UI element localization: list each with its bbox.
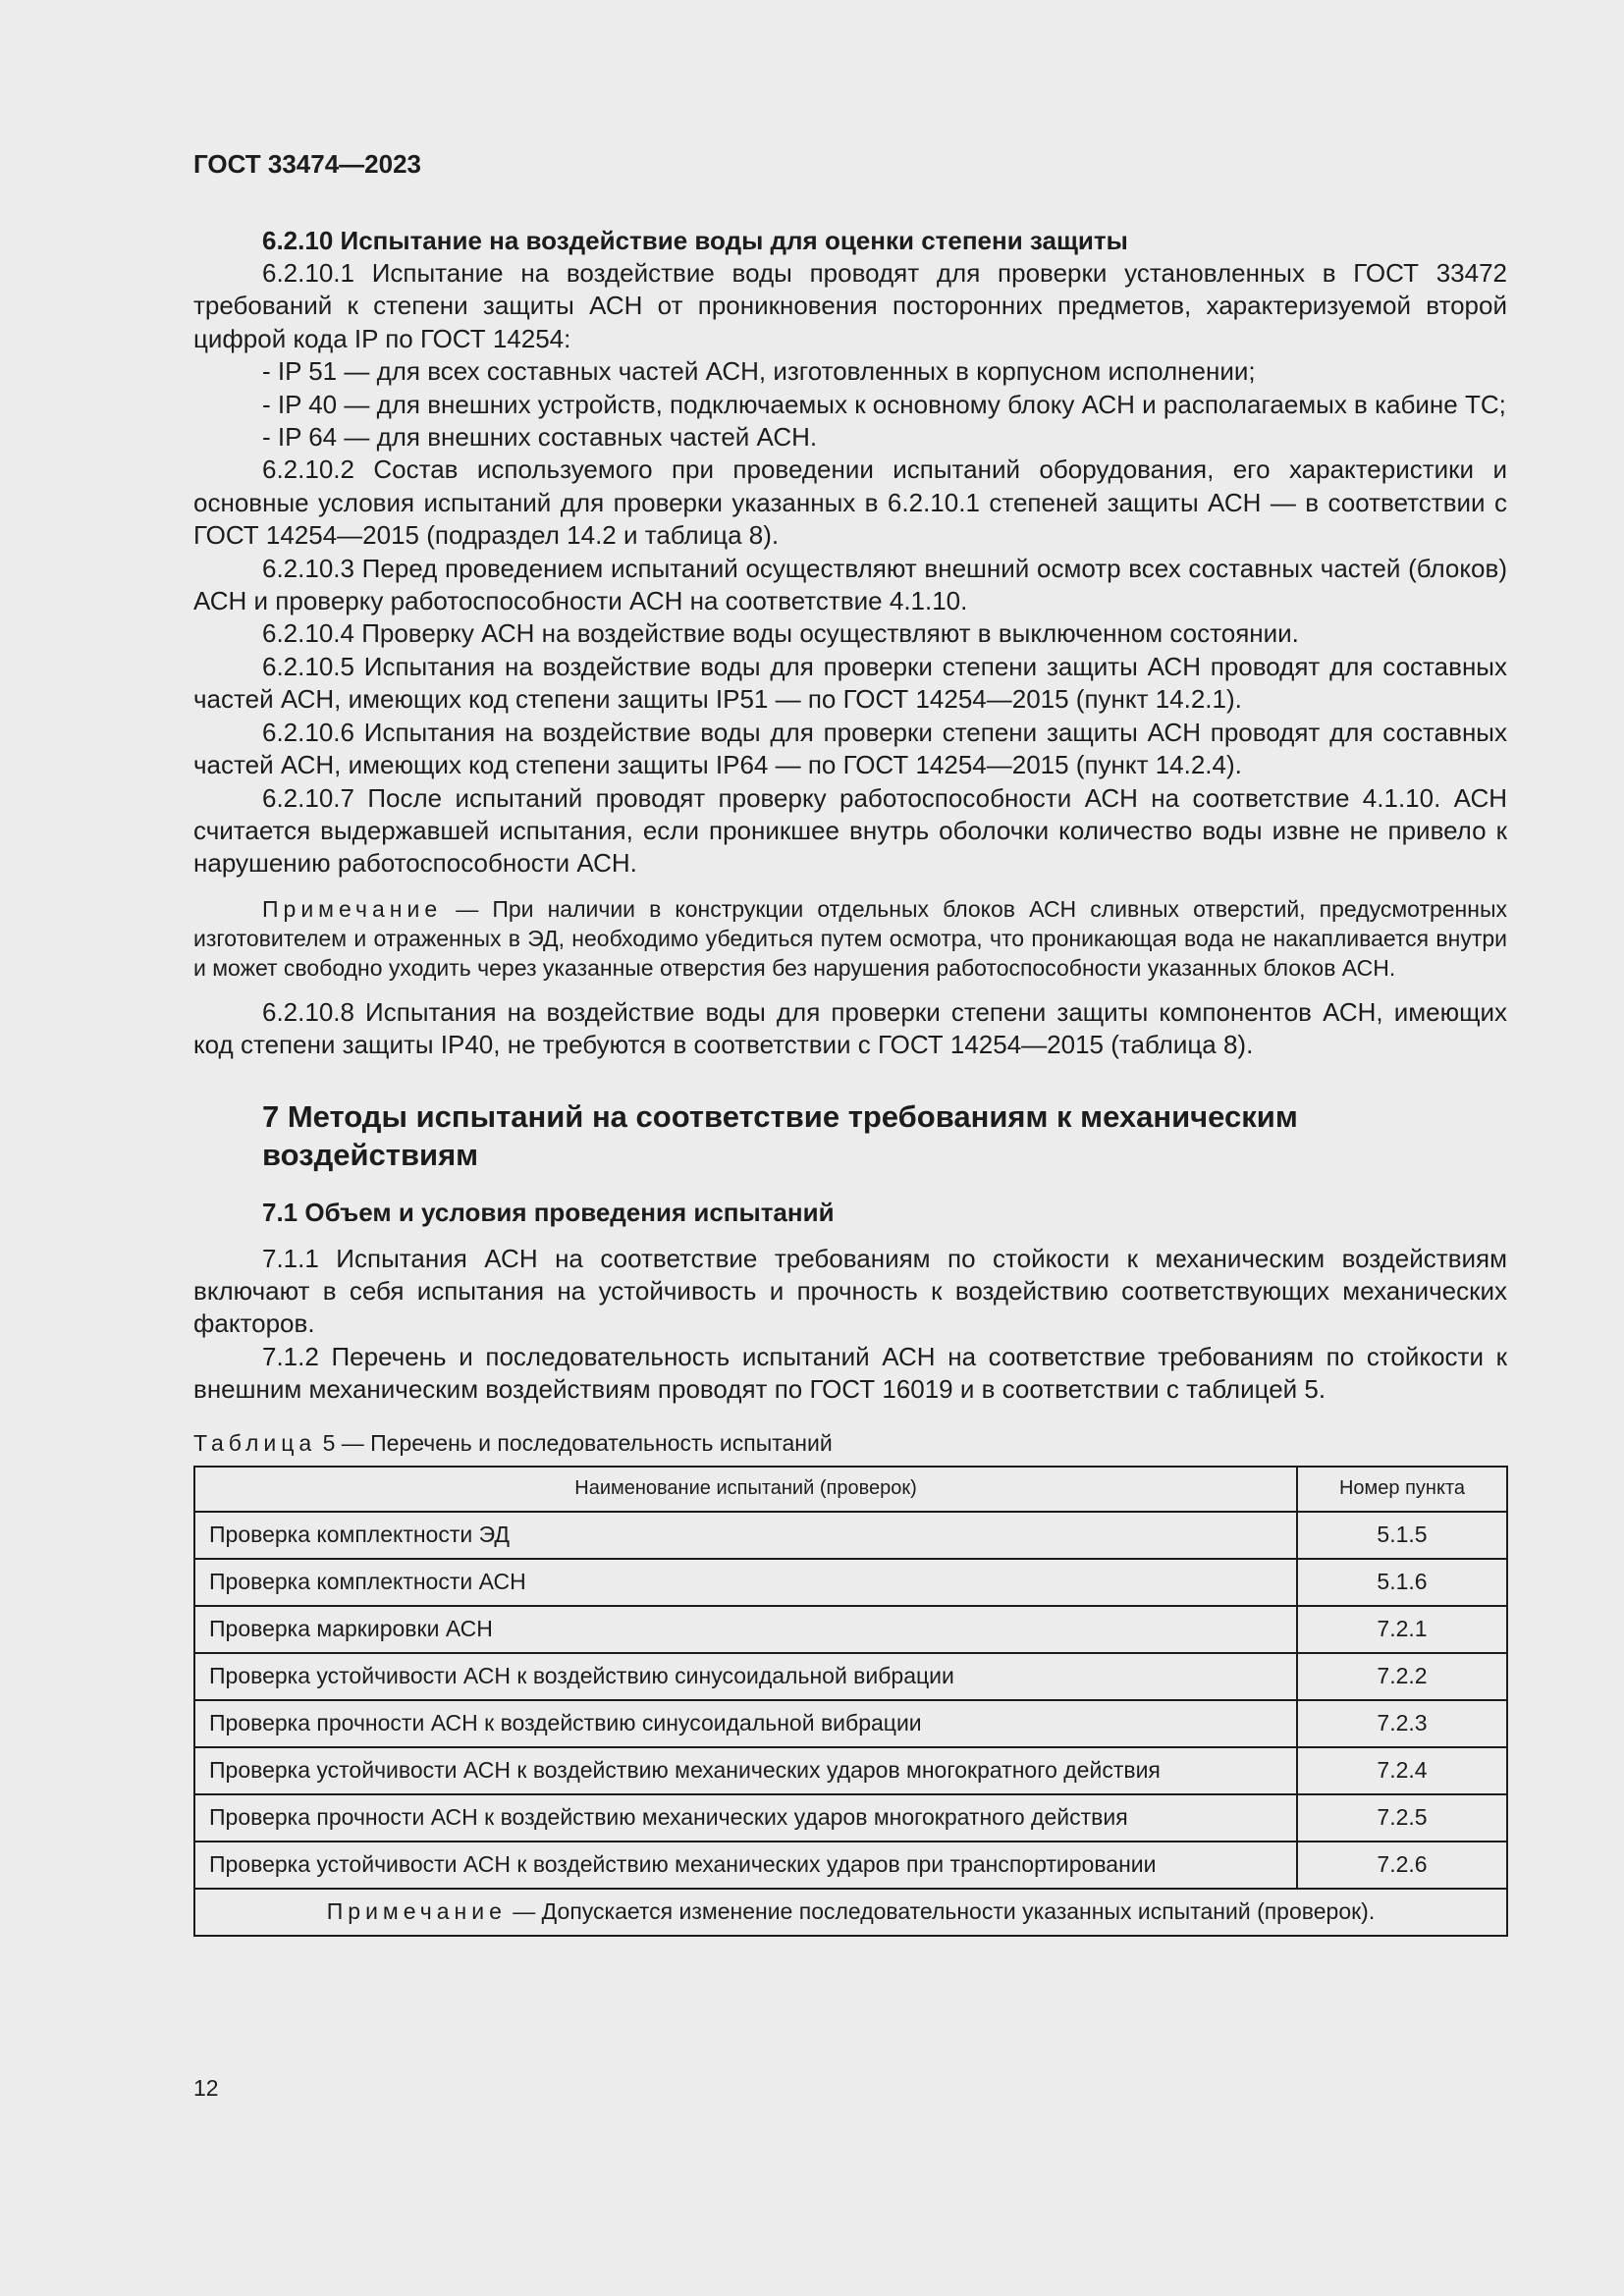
paragraph-6-2-10-4: 6.2.10.4 Проверку АСН на воздействие воды осуществляют в выключенном состоянии. (262, 618, 1299, 649)
table-row (194, 1653, 1507, 1700)
test-name-cell: Проверка прочности АСН к воздействию механических ударов многократного действия (194, 1794, 1297, 1842)
clause-number-cell: 7.2.6 (1297, 1842, 1507, 1889)
column-header-number: Номер пункта (1297, 1467, 1507, 1512)
section-7-1-heading: 7.1 Объем и условия проведения испытаний (262, 1197, 835, 1227)
table-note-label: Примечание (326, 1898, 507, 1925)
paragraph-6-2-10-1: 6.2.10.1 Испытание на воздействие воды проводят для проверки установленных в ГОСТ 33472 требований к степени защиты АСН от проникновения посторонних предметов, характеризуемой второй цифрой кода IP по ГОСТ 14254: (193, 258, 1507, 353)
list-item-ip51: - IP 51 — для всех составных частей АСН, изготовленных в корпусном исполнении; (262, 356, 1256, 387)
paragraph-7-1-1: 7.1.1 Испытания АСН на соответствие требованиям по стойкости к механическим воздействиям включают в себя испытания на устойчивость и прочность к воздействию соответствующих механических факторов. (193, 1243, 1507, 1339)
table-row (194, 1559, 1507, 1606)
paragraph-6-2-10-3: 6.2.10.3 Перед проведением испытаний осуществляют внешний осмотр всех составных частей (блоков) АСН и проверку работоспособности АСН на соответствие 4.1.10. (193, 553, 1507, 616)
document-header: ГОСТ 33474—2023 (193, 149, 421, 179)
table-row (194, 1794, 1507, 1842)
tests-table (193, 1466, 1508, 1937)
clause-number-cell: 5.1.6 (1297, 1559, 1507, 1606)
table-row (194, 1747, 1507, 1794)
table-header-row (194, 1467, 1507, 1512)
test-name-cell: Проверка комплектности АСН (194, 1559, 1297, 1606)
test-name-cell: Проверка маркировки АСН (194, 1606, 1297, 1653)
section-7-heading: 7 Методы испытаний на соответствие требованиям к механическим воздействиям (262, 1098, 1298, 1172)
paragraph-6-2-10-5: 6.2.10.5 Испытания на воздействие воды для проверки степени защиты АСН проводят для составных частей АСН, имеющих код степени защиты IP51 — по ГОСТ 14254—2015 (пункт 14.2.1). (193, 651, 1507, 715)
clause-number-cell: 5.1.5 (1297, 1512, 1507, 1559)
table-caption (193, 1428, 1507, 1458)
page-number: 12 (193, 2075, 219, 2101)
list-item-ip64: - IP 64 — для внешних составных частей АСН. (262, 422, 818, 453)
test-name-cell: Проверка устойчивости АСН к воздействию механических ударов многократного действия (194, 1747, 1297, 1794)
paragraph-7-1-2: 7.1.2 Перечень и последовательность испытаний АСН на соответствие требованиям по стойкости к внешним механическим воздействиям проводят по ГОСТ 16019 и в соответствии с таблицей 5. (193, 1341, 1507, 1405)
clause-number-cell: 7.2.4 (1297, 1747, 1507, 1794)
section-6-2-10-heading: 6.2.10 Испытание на воздействие воды для оценки степени защиты (262, 226, 1128, 255)
paragraph-6-2-10-2: 6.2.10.2 Состав используемого при проведении испытаний оборудования, его характеристики и основные условия испытаний для проверки указанных в 6.2.10.1 степеней защиты АСН — в соответствии с ГОСТ 14254—2015 (подраздел 14.2 и таблица 8). (193, 454, 1507, 551)
table-caption-label: Таблица (193, 1429, 317, 1456)
column-header-name: Наименование испытаний (проверок) (194, 1467, 1297, 1512)
test-name-cell: Проверка комплектности ЭД (194, 1512, 1297, 1559)
note-text: — При наличии в конструкции отдельных блоков АСН сливных отверстий, предусмотренных изготовителем и отраженных в ЭД, необходимо убедиться путем осмотра, что проникающая вода не накапливается внутри и может свободно уходить через указанные отверстия без нарушения работоспособности указанных блоков АСН. (193, 895, 1507, 981)
table-row (194, 1700, 1507, 1747)
list-item-ip40: - IP 40 — для внешних устройств, подключаемых к основному блоку АСН и располагаемых в кабине ТС; (262, 389, 1506, 419)
clause-number-cell: 7.2.1 (1297, 1606, 1507, 1653)
table-note-cell (194, 1889, 1507, 1936)
table-note-text: — Допускается изменение последовательности указанных испытаний (проверок). (506, 1898, 1376, 1925)
note-label: Примечание (262, 895, 443, 922)
table-caption-text: 5 — Перечень и последовательность испытаний (316, 1429, 833, 1456)
table-row (194, 1842, 1507, 1889)
paragraph-6-2-10-7: 6.2.10.7 После испытаний проводят проверку работоспособности АСН на соответствие 4.1.10. АСН считается выдержавшей испытания, если проникшее внутрь оболочки количество воды извне не привело к нарушению работоспособности АСН. (193, 782, 1507, 879)
test-name-cell: Проверка прочности АСН к воздействию синусоидальной вибрации (194, 1700, 1297, 1747)
table-note-row (194, 1889, 1507, 1936)
clause-number-cell: 7.2.3 (1297, 1700, 1507, 1747)
page-content (193, 224, 1507, 1937)
clause-number-cell: 7.2.5 (1297, 1794, 1507, 1842)
paragraph-6-2-10-8: 6.2.10.8 Испытания на воздействие воды для проверки степени защиты компонентов АСН, имеющих код степени защиты IP40, не требуются в соответствии с ГОСТ 14254—2015 (таблица 8). (193, 996, 1507, 1060)
test-name-cell: Проверка устойчивости АСН к воздействию механических ударов при транспортировании (194, 1842, 1297, 1889)
table-row (194, 1512, 1507, 1559)
note-drain-holes (193, 894, 1507, 983)
clause-number-cell: 7.2.2 (1297, 1653, 1507, 1700)
test-name-cell: Проверка устойчивости АСН к воздействию синусоидальной вибрации (194, 1653, 1297, 1700)
paragraph-6-2-10-6: 6.2.10.6 Испытания на воздействие воды для проверки степени защиты АСН проводят для составных частей АСН, имеющих код степени защиты IP64 — по ГОСТ 14254—2015 (пункт 14.2.4). (193, 717, 1507, 780)
table-row (194, 1606, 1507, 1653)
